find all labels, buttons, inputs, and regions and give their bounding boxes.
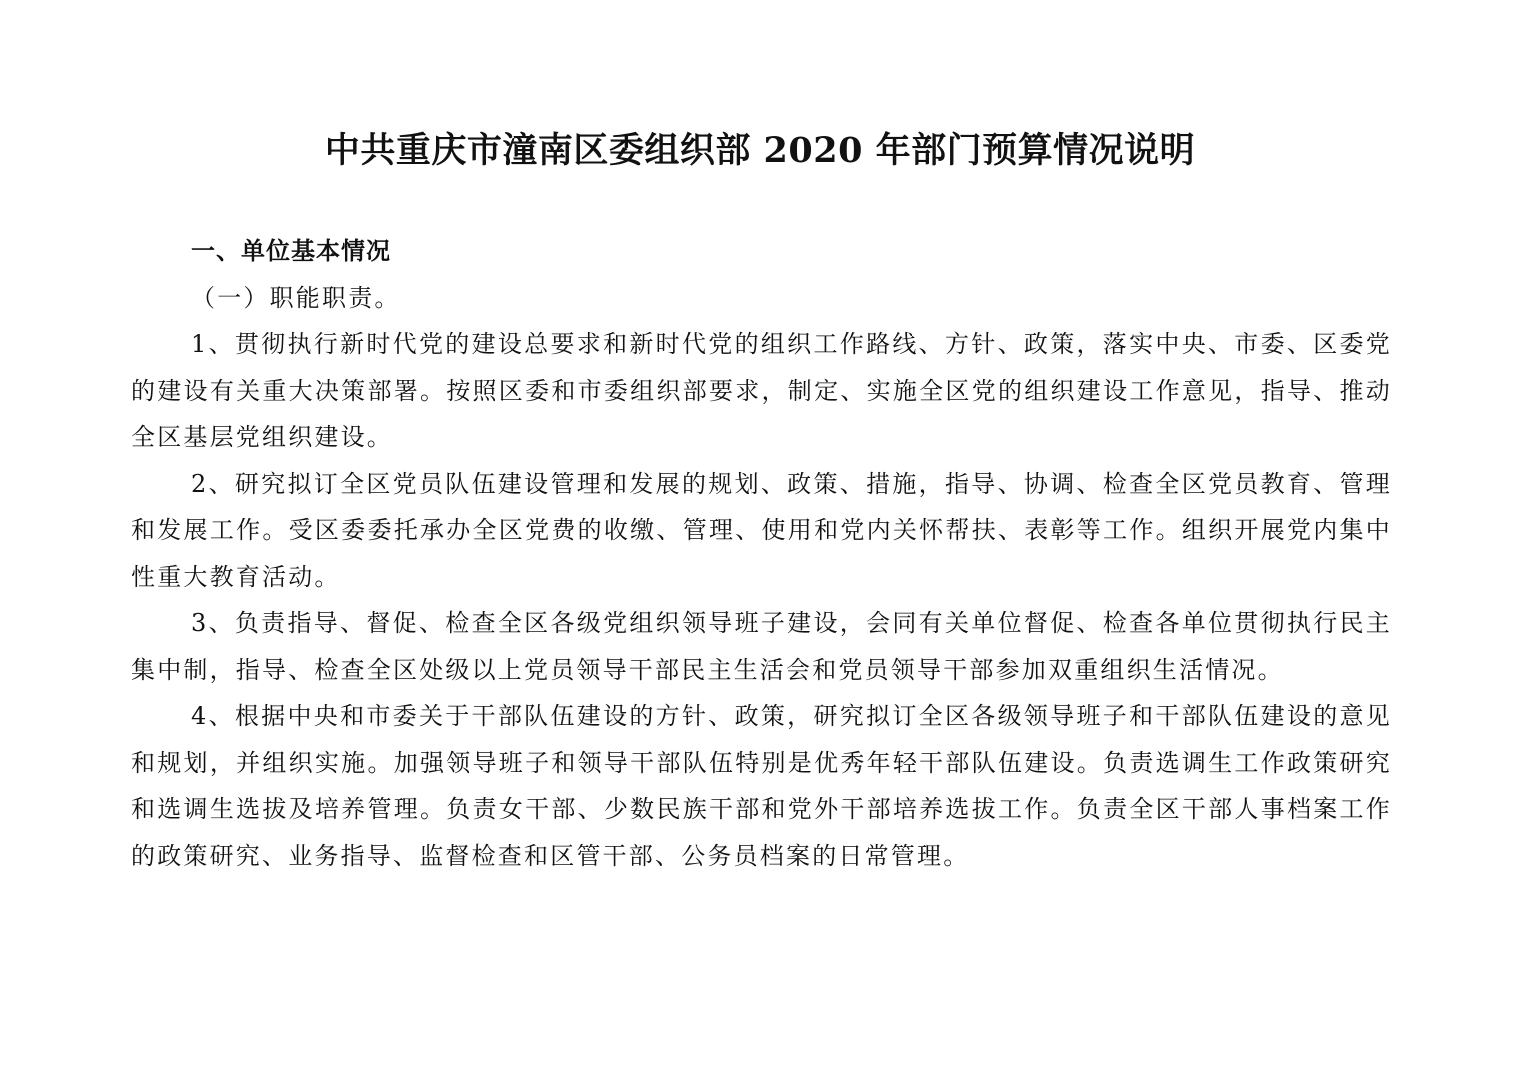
document-body	[131, 228, 1392, 879]
sub-heading: （一）职能职责。	[191, 283, 401, 312]
paragraph-4: 4、根据中央和市委关于干部队伍建设的方针、政策，研究拟订全区各级领导班子和干部队伍建设的意见和规划，并组织实施。加强领导班子和领导干部队伍特别是优秀年轻干部队伍建设。负责选调生工作政策研究和选调生选拔及培养管理。负责女干部、少数民族干部和党外干部培养选拔工作。负责全区干部人事档案工作的政策研究、业务指导、监督检查和区管干部、公务员档案的日常管理。	[131, 702, 1392, 870]
paragraph-2: 2、研究拟订全区党员队伍建设管理和发展的规划、政策、措施，指导、协调、检查全区党员教育、管理和发展工作。受区委委托承办全区党费的收缴、管理、使用和党内关怀帮扶、表彰等工作。组织开展党内集中性重大教育活动。	[131, 469, 1392, 591]
paragraph-1: 1、贯彻执行新时代党的建设总要求和新时代党的组织工作路线、方针、政策，落实中央、市委、区委党的建设有关重大决策部署。按照区委和市委组织部要求，制定、实施全区党的组织建设工作意见，指导、推动全区基层党组织建设。	[131, 330, 1392, 451]
section-heading: 一、单位基本情况	[191, 237, 391, 265]
document-title: 中共重庆市潼南区委组织部 2020 年部门预算情况说明	[324, 130, 1196, 171]
paragraph-3: 3、负责指导、督促、检查全区各级党组织领导班子建设，会同有关单位督促、检查各单位贯彻执行民主集中制，指导、检查全区处级以上党员领导干部民主生活会和党员领导干部参加双重组织生活情况。	[131, 609, 1392, 684]
